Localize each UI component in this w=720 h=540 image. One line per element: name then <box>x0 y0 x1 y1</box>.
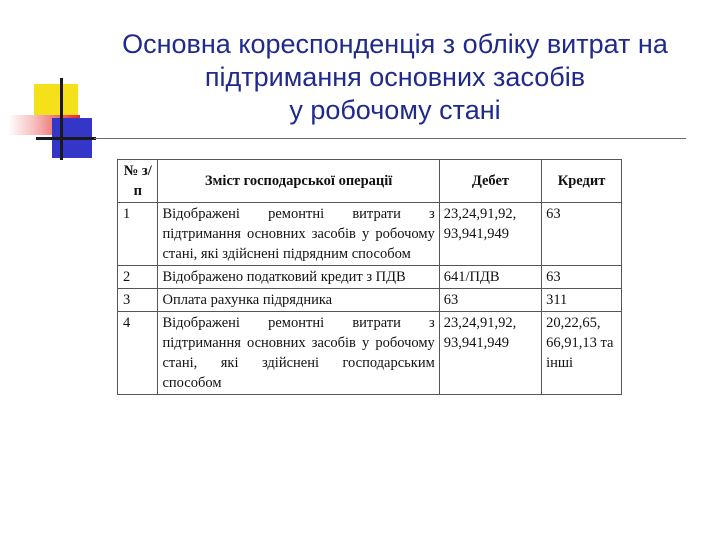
row-debit: 23,24,91,92, 93,941,949 <box>439 312 541 395</box>
row-number: 4 <box>118 312 158 395</box>
slide-title <box>100 28 690 127</box>
row-number: 3 <box>118 289 158 312</box>
accounting-entries-table <box>117 159 622 395</box>
title-line-2: підтримання основних засобів <box>204 62 586 92</box>
header-credit: Кредит <box>542 160 622 203</box>
header-number: № з/п <box>118 160 158 203</box>
title-line-3: у робочому стані <box>289 95 501 125</box>
table-row <box>118 312 622 395</box>
table-row <box>118 203 622 266</box>
row-credit: 311 <box>542 289 622 312</box>
decor-vertical-line <box>60 78 63 160</box>
row-number: 1 <box>118 203 158 266</box>
row-number: 2 <box>118 266 158 289</box>
table-row <box>118 266 622 289</box>
title-line-1: Основна кореспонденція з обліку витрат на <box>122 29 668 59</box>
table-header-row <box>118 160 622 203</box>
row-credit: 63 <box>542 203 622 266</box>
row-debit: 23,24,91,92, 93,941,949 <box>439 203 541 266</box>
row-credit: 20,22,65, 66,91,13 та інші <box>542 312 622 395</box>
header-debit: Дебет <box>439 160 541 203</box>
row-credit: 63 <box>542 266 622 289</box>
row-debit: 641/ПДВ <box>439 266 541 289</box>
row-content: Відображені ремонтні витрати з підтримання основних засобів у робочому стані, які здійснені підрядним способом <box>158 203 439 266</box>
header-content: Зміст господарської операції <box>158 160 439 203</box>
table-row <box>118 289 622 312</box>
row-content: Оплата рахунка підрядника <box>158 289 439 312</box>
row-debit: 63 <box>439 289 541 312</box>
row-content: Відображені ремонтні витрати з підтримання основних засобів у робочому стані, які здійснені господарським способом <box>158 312 439 395</box>
decor-horizontal-line <box>36 137 96 140</box>
title-underline <box>94 138 686 139</box>
row-content: Відображено податковий кредит з ПДВ <box>158 266 439 289</box>
